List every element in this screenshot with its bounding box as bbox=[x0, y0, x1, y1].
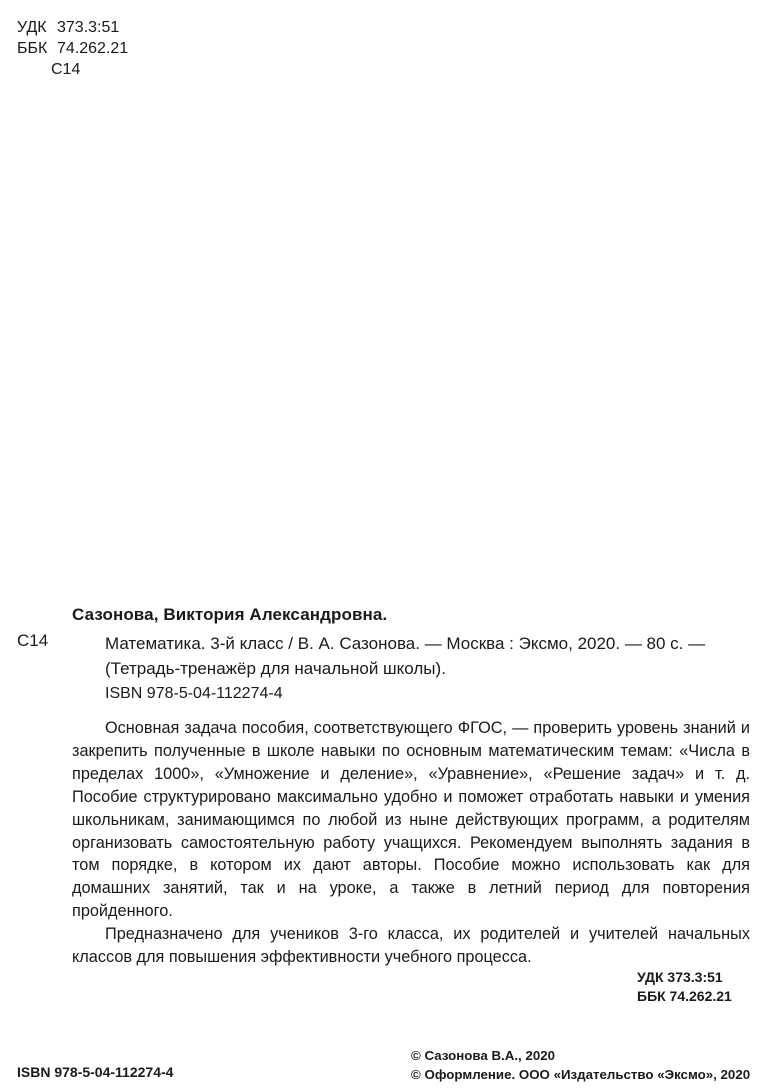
cutter-code-top: С14 bbox=[51, 61, 81, 78]
footer-isbn: ISBN 978-5-04-112274-4 bbox=[17, 1064, 174, 1080]
annotation-paragraph-1: Основная задача пособия, соответствующего ФГОС, — проверить уровень знаний и закрепить полученные в школе навыки по основным математическим темам: «Числа в пределах 1000», «Умножение и деление», «Уравнение», «Решение задач» и т. д. Пособие структурировано максимально удобно и поможет отработать навыки и умения школьникам, занимающимся по любой из ныне действующих программ, а родителям организовать самостоятельную работу учащихся. Рекомендуем выполнять задания в том порядке, в котором их дают авторы. Пособие можно использовать как для домашних занятий, так и на уроке, а также в летний период для повторения пройденного. bbox=[72, 719, 750, 921]
annotation bbox=[72, 717, 750, 969]
classification-block bbox=[17, 17, 128, 80]
entry-isbn: ISBN 978-5-04-112274-4 bbox=[105, 685, 283, 702]
footer-bbk: ББК 74.262.21 bbox=[637, 988, 732, 1004]
bibliographic-description bbox=[105, 631, 745, 681]
bbk-value: 74.262.21 bbox=[57, 40, 129, 57]
footer-codes bbox=[637, 968, 747, 1006]
description-line-1: Математика. 3-й класс / В. А. Сазонова. — Москва : Эксмо, 2020. — 80 с. — bbox=[105, 634, 706, 653]
cutter-code: С14 bbox=[17, 631, 49, 650]
udk-label: УДК bbox=[17, 19, 47, 36]
udk-value: 373.3:51 bbox=[57, 19, 120, 36]
description-line-2: (Тетрадь-тренажёр для начальной школы). bbox=[105, 659, 446, 678]
copyright-design: © Оформление. ООО «Издательство «Эксмо», 2020 bbox=[411, 1067, 751, 1082]
copyright-author: © Сазонова В.А., 2020 bbox=[411, 1048, 556, 1063]
bbk-label: ББК bbox=[17, 40, 48, 57]
footer-udk: УДК 373.3:51 bbox=[637, 969, 723, 985]
author-heading: Сазонова, Виктория Александровна. bbox=[72, 605, 388, 624]
annotation-paragraph-2: Предназначено для учеников 3-го класса, их родителей и учителей начальных классов для повышения эффективности учебного процесса. bbox=[72, 925, 750, 967]
bbk-row bbox=[17, 38, 128, 59]
udk-row bbox=[17, 17, 128, 38]
copyright-block bbox=[411, 1046, 750, 1084]
